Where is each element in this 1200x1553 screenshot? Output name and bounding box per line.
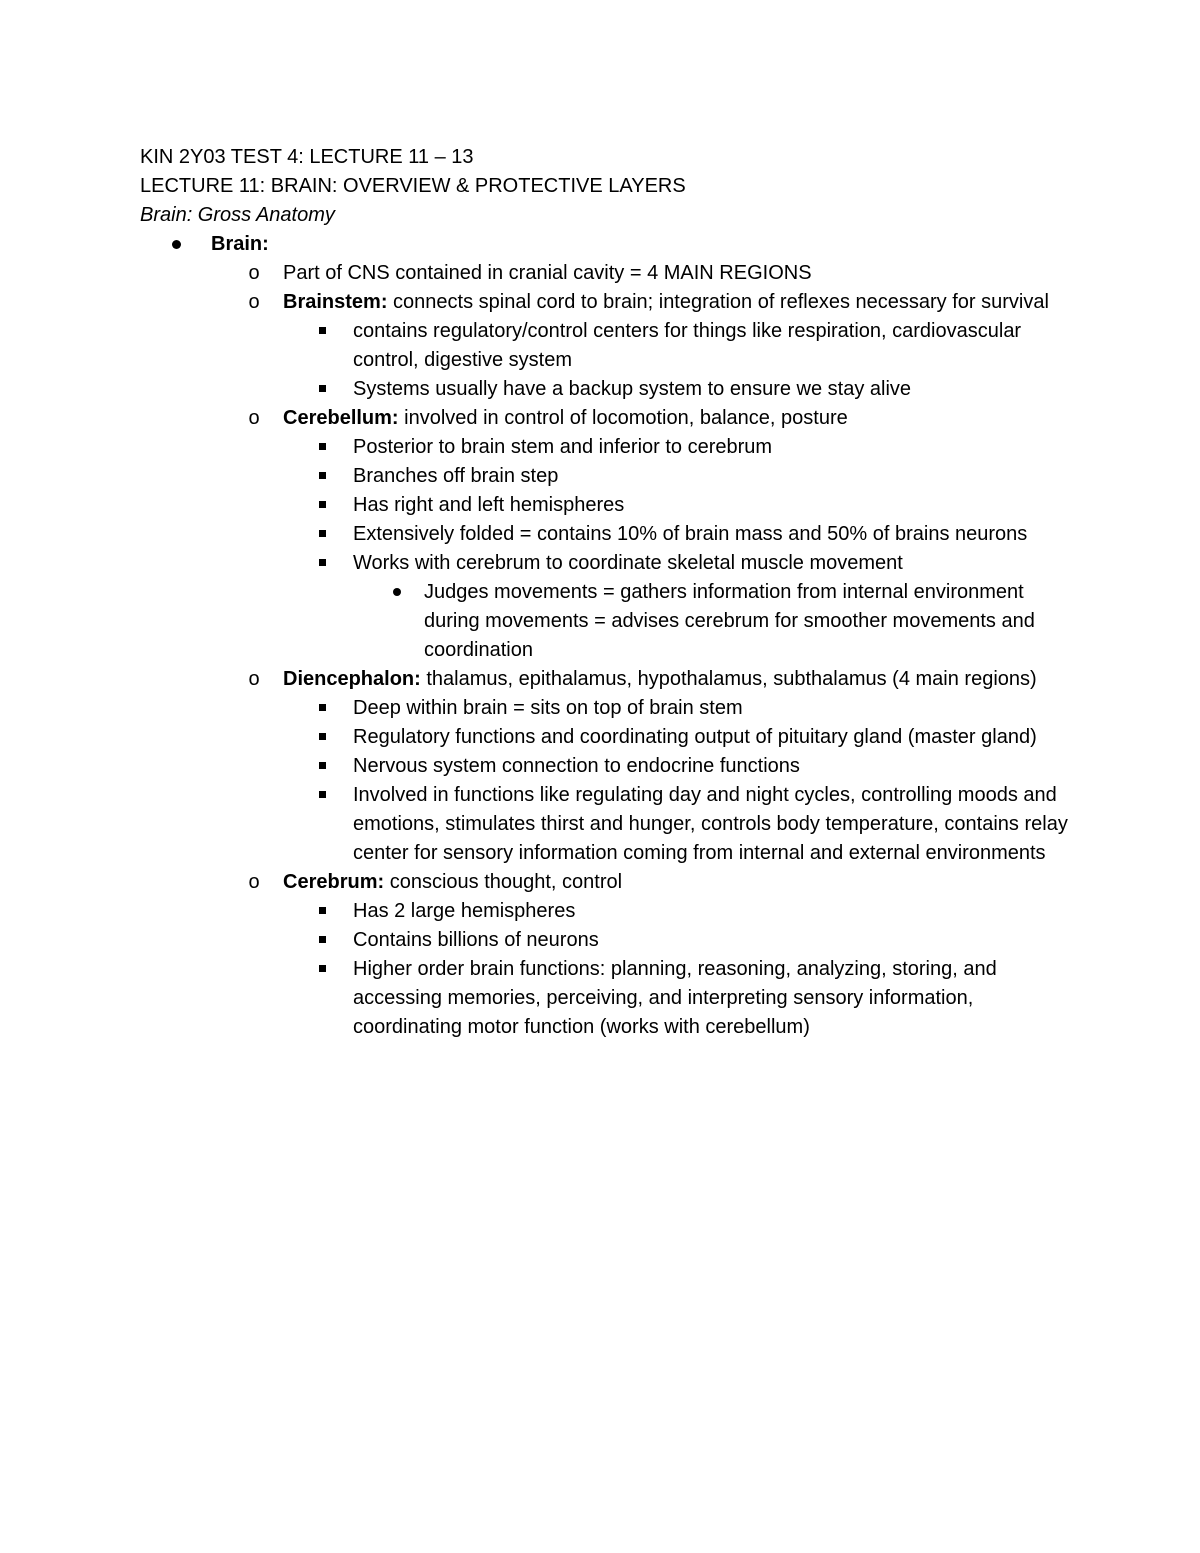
- list-item: [140, 955, 1080, 1042]
- list-item-text: Deep within brain = sits on top of brain stem: [353, 697, 743, 719]
- bullet-square-icon: [319, 733, 326, 740]
- lecture-heading: LECTURE 11: BRAIN: OVERVIEW & PROTECTIVE LAYERS: [140, 175, 686, 197]
- list-item-text: thalamus, epithalamus, hypothalamus, subthalamus (4 main regions): [420, 668, 1037, 690]
- bullet-square-icon: [319, 443, 326, 450]
- bullet-square-icon: [319, 965, 326, 972]
- bullet-square-icon: [319, 907, 326, 914]
- list-item: [140, 375, 1080, 404]
- bullet-circle-icon: o: [248, 291, 260, 313]
- list-item-text: Posterior to brain stem and inferior to cerebrum: [353, 436, 773, 458]
- list-item-text: involved in control of locomotion, balance, posture: [398, 407, 848, 429]
- list-item: [140, 752, 1080, 781]
- document-page: [140, 143, 1080, 1042]
- list-item: [140, 549, 1080, 578]
- list-item-text: Part of CNS contained in cranial cavity = 4 MAIN REGIONS: [283, 262, 812, 284]
- list-item-text: Systems usually have a backup system to ensure we stay alive: [353, 378, 912, 400]
- bullet-square-icon: [319, 936, 326, 943]
- list-item-text: Contains billions of neurons: [353, 929, 599, 951]
- list-item: [140, 897, 1080, 926]
- list-item: [140, 433, 1080, 462]
- list-item-label: Brain:: [211, 233, 269, 255]
- list-item-brain: [140, 230, 1080, 259]
- bullet-square-icon: [319, 385, 326, 392]
- list-item: [140, 723, 1080, 752]
- bullet-square-icon: [319, 501, 326, 508]
- term-label: Cerebellum:: [283, 407, 399, 429]
- bullet-circle-icon: o: [248, 262, 260, 284]
- bullet-square-icon: [319, 472, 326, 479]
- list-item-text: Works with cerebrum to coordinate skeletal muscle movement: [353, 552, 903, 574]
- list-item: [140, 491, 1080, 520]
- list-item: [140, 462, 1080, 491]
- list-item-text: Branches off brain step: [353, 465, 559, 487]
- list-item: [140, 520, 1080, 549]
- list-item: [140, 259, 1080, 288]
- list-item: [140, 926, 1080, 955]
- bullet-square-icon: [319, 791, 326, 798]
- term-label: Cerebrum:: [283, 871, 385, 893]
- list-item-diencephalon: [140, 665, 1080, 694]
- list-item-text: Regulatory functions and coordinating output of pituitary gland (master gland): [353, 726, 1037, 748]
- list-item-text: Extensively folded = contains 10% of brain mass and 50% of brains neurons: [353, 523, 1028, 545]
- document-title: KIN 2Y03 TEST 4: LECTURE 11 – 13: [140, 146, 474, 168]
- bullet-square-icon: [319, 704, 326, 711]
- list-item-text: Involved in functions like regulating day and night cycles, controlling moods and emotions, stimulates thirst and hunger, controls body temperature, contains relay center for sensory information coming from internal and external environments: [353, 784, 1068, 864]
- bullet-square-icon: [319, 762, 326, 769]
- list-item-text: Nervous system connection to endocrine functions: [353, 755, 800, 777]
- list-item-text: Judges movements = gathers information from internal environment during movements = advises cerebrum for smoother movements and coordination: [424, 581, 1035, 661]
- bullet-circle-icon: o: [248, 871, 260, 893]
- list-item: [140, 781, 1080, 868]
- bullet-square-icon: [319, 327, 326, 334]
- list-item: [140, 694, 1080, 723]
- list-item: [140, 317, 1080, 375]
- list-item-text: Has 2 large hemispheres: [353, 900, 576, 922]
- term-label: Diencephalon:: [283, 668, 421, 690]
- bullet-circle-icon: o: [248, 668, 260, 690]
- list-item-cerebellum: [140, 404, 1080, 433]
- list-item-text: conscious thought, control: [384, 871, 623, 893]
- list-item: [140, 578, 1080, 665]
- list-item-brainstem: [140, 288, 1080, 317]
- bullet-square-icon: [319, 530, 326, 537]
- section-subheading: Brain: Gross Anatomy: [140, 204, 335, 226]
- bullet-square-icon: [319, 559, 326, 566]
- bullet-dot-icon: [393, 588, 401, 596]
- bullet-circle-icon: o: [248, 407, 260, 429]
- list-item-text: contains regulatory/control centers for things like respiration, cardiovascular control, digestive system: [353, 320, 1022, 371]
- list-item-text: connects spinal cord to brain; integration of reflexes necessary for survival: [387, 291, 1049, 313]
- list-item-text: Higher order brain functions: planning, reasoning, analyzing, storing, and accessing memories, perceiving, and interpreting sensory information, coordinating motor function (works with cerebellum): [353, 958, 997, 1038]
- list-item-text: Has right and left hemispheres: [353, 494, 625, 516]
- bullet-dot-icon: [172, 240, 181, 249]
- list-item-cerebrum: [140, 868, 1080, 897]
- term-label: Brainstem:: [283, 291, 388, 313]
